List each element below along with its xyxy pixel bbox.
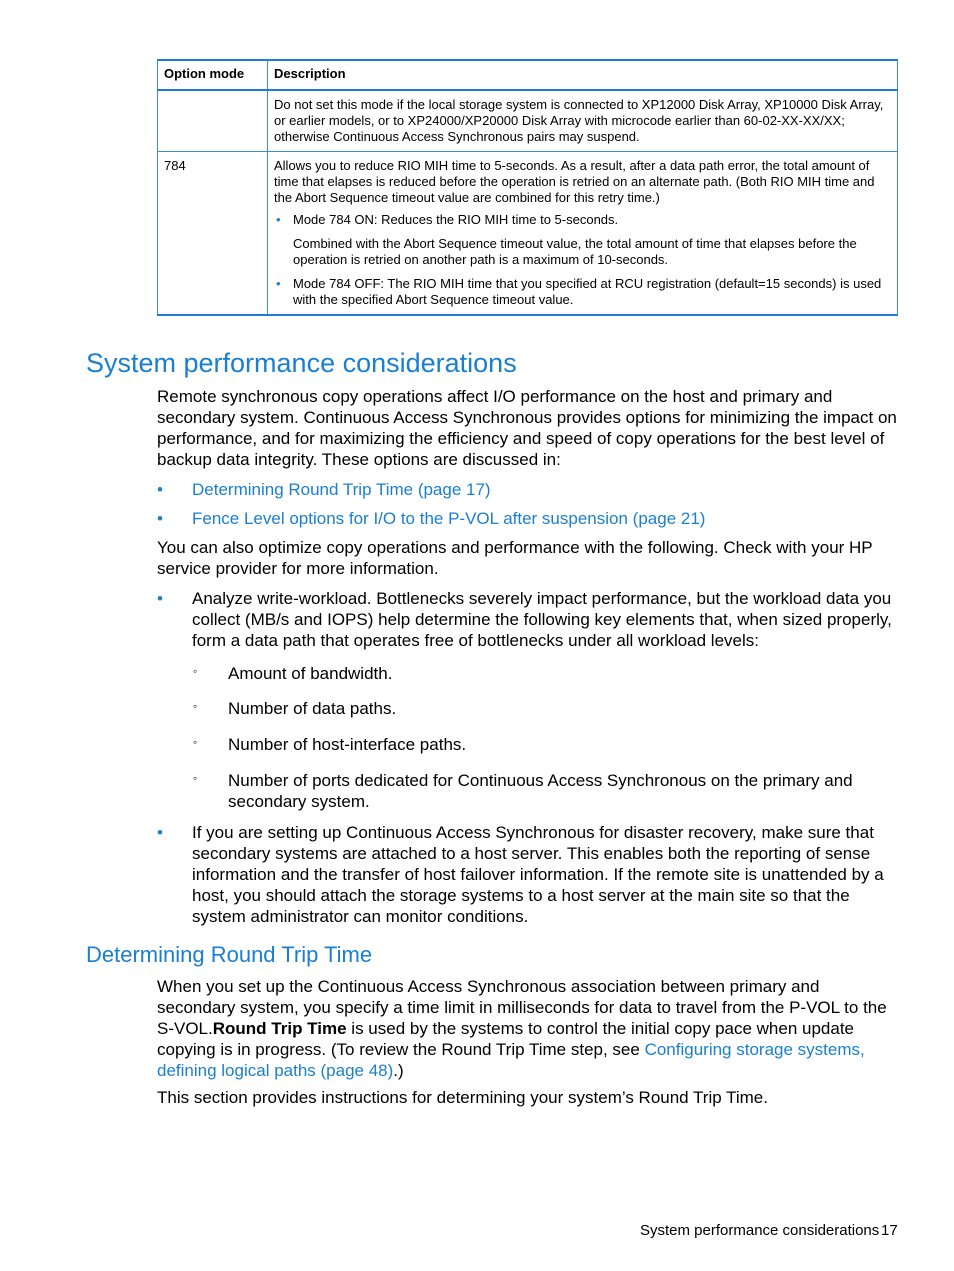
text-run: When you set up the Continuous Access Synchronous association between primary and secondary system, you specify a time limit in milliseconds for data to travel from the P-VOL to the S-VOL. bbox=[157, 977, 887, 1038]
footer-title: System performance considerations bbox=[640, 1222, 880, 1239]
bullet-icon: • bbox=[157, 480, 163, 499]
subsection-heading: Determining Round Trip Time bbox=[86, 942, 373, 967]
description-text: Do not set this mode if the local storage system is connected to XP12000 Disk Array, XP10000 Disk Array, or earlier models, or to XP24000/XP20000 Disk Array with microcode earlier than 60-02-XX-XX/XX; otherwise Continuous Access Synchronous pairs may suspend. bbox=[274, 97, 884, 144]
section-heading: System performance considerations bbox=[86, 348, 517, 378]
circle-bullet-icon: ◦ bbox=[193, 699, 198, 713]
description-text: Allows you to reduce RIO MIH time to 5-seconds. As a result, after a data path error, the total amount of time that elapses is reduced before the operation is retried on an alternate path. (Both RIO MIH time and the Abort Sequence timeout value are combined for this retry time.) bbox=[274, 158, 875, 205]
header-option-mode: Option mode bbox=[158, 60, 268, 90]
bullet-icon: • bbox=[157, 823, 163, 842]
sub-item-text: Number of ports dedicated for Continuous Access Synchronous on the primary and secondary system. bbox=[228, 771, 853, 811]
round-trip-paragraph bbox=[157, 976, 899, 1081]
text-run: is used by the systems to control the initial copy pace when update copying is in progress. (To review the Round Trip Time step, see bbox=[157, 1019, 855, 1059]
option-mode-table bbox=[157, 59, 897, 316]
paragraph: This section provides instructions for determining your system’s Round Trip Time. bbox=[157, 1088, 768, 1107]
table-row bbox=[158, 152, 898, 316]
mode-list bbox=[274, 212, 891, 308]
cell-description bbox=[268, 90, 898, 152]
list-item bbox=[274, 212, 891, 268]
bullet-icon: • bbox=[157, 509, 163, 528]
table-row bbox=[158, 90, 898, 152]
header-description: Description bbox=[268, 60, 898, 90]
link-round-trip-time[interactable]: Determining Round Trip Time (page 17) bbox=[192, 480, 491, 499]
link-fence-level[interactable]: Fence Level options for I/O to the P-VOL after suspension (page 21) bbox=[192, 509, 706, 528]
list-item bbox=[274, 276, 891, 308]
cell-mode: 784 bbox=[158, 152, 268, 316]
circle-bullet-icon: ◦ bbox=[193, 735, 198, 749]
bullet-icon: • bbox=[276, 212, 281, 227]
bullet-icon: • bbox=[157, 589, 163, 608]
bold-term: Round Trip Time bbox=[212, 1019, 347, 1038]
link-configuring-storage[interactable]: Configuring storage systems, defining logical paths (page 48) bbox=[157, 1040, 865, 1080]
intro-paragraph: Remote synchronous copy operations affect I/O performance on the host and primary and secondary system. Continuous Access Synchronous provides options for minimizing the impact on performance, and for maximizing the efficiency and speed of copy operations for the best level of backup data integrity. These options are discussed in: bbox=[157, 387, 897, 469]
bullet-text: Analyze write-workload. Bottlenecks severely impact performance, but the workload data you collect (MB/s and IOPS) help determine the following key elements that, when sized properly, form a data path that operates free of bottlenecks under all workload levels: bbox=[192, 589, 892, 650]
circle-bullet-icon: ◦ bbox=[193, 771, 198, 785]
table bbox=[157, 59, 898, 316]
bullet-text: If you are setting up Continuous Access Synchronous for disaster recovery, make sure that secondary systems are attached to a host server. This enables both the reporting of sense information and the transfer of host failover information. If the remote site is unattended by a host, you should attach the storage systems to a host server at the main site so that the system administrator can monitor conditions. bbox=[192, 823, 884, 926]
mode-off-text: Mode 784 OFF: The RIO MIH time that you specified at RCU registration (default=15 seconds) is used with the specified Abort Sequence timeout value. bbox=[293, 276, 882, 307]
circle-bullet-icon: ◦ bbox=[193, 664, 198, 678]
cell-description bbox=[268, 152, 898, 316]
bullet-icon: • bbox=[276, 276, 281, 291]
table-header-row bbox=[158, 60, 898, 90]
page-number: 17 bbox=[881, 1222, 898, 1239]
cell-mode bbox=[158, 90, 268, 152]
sub-item-text: Number of host-interface paths. bbox=[228, 735, 467, 754]
mode-on-detail: Combined with the Abort Sequence timeout value, the total amount of time that elapses before the operation is retried on another path is a maximum of 10-seconds. bbox=[293, 236, 857, 267]
text-run: .) bbox=[393, 1061, 404, 1080]
sub-item-text: Amount of bandwidth. bbox=[228, 664, 393, 683]
mode-on-text: Mode 784 ON: Reduces the RIO MIH time to 5-seconds. bbox=[293, 212, 619, 227]
paragraph: You can also optimize copy operations and performance with the following. Check with your HP service provider for more information. bbox=[157, 538, 873, 578]
sub-item-text: Number of data paths. bbox=[228, 699, 397, 718]
